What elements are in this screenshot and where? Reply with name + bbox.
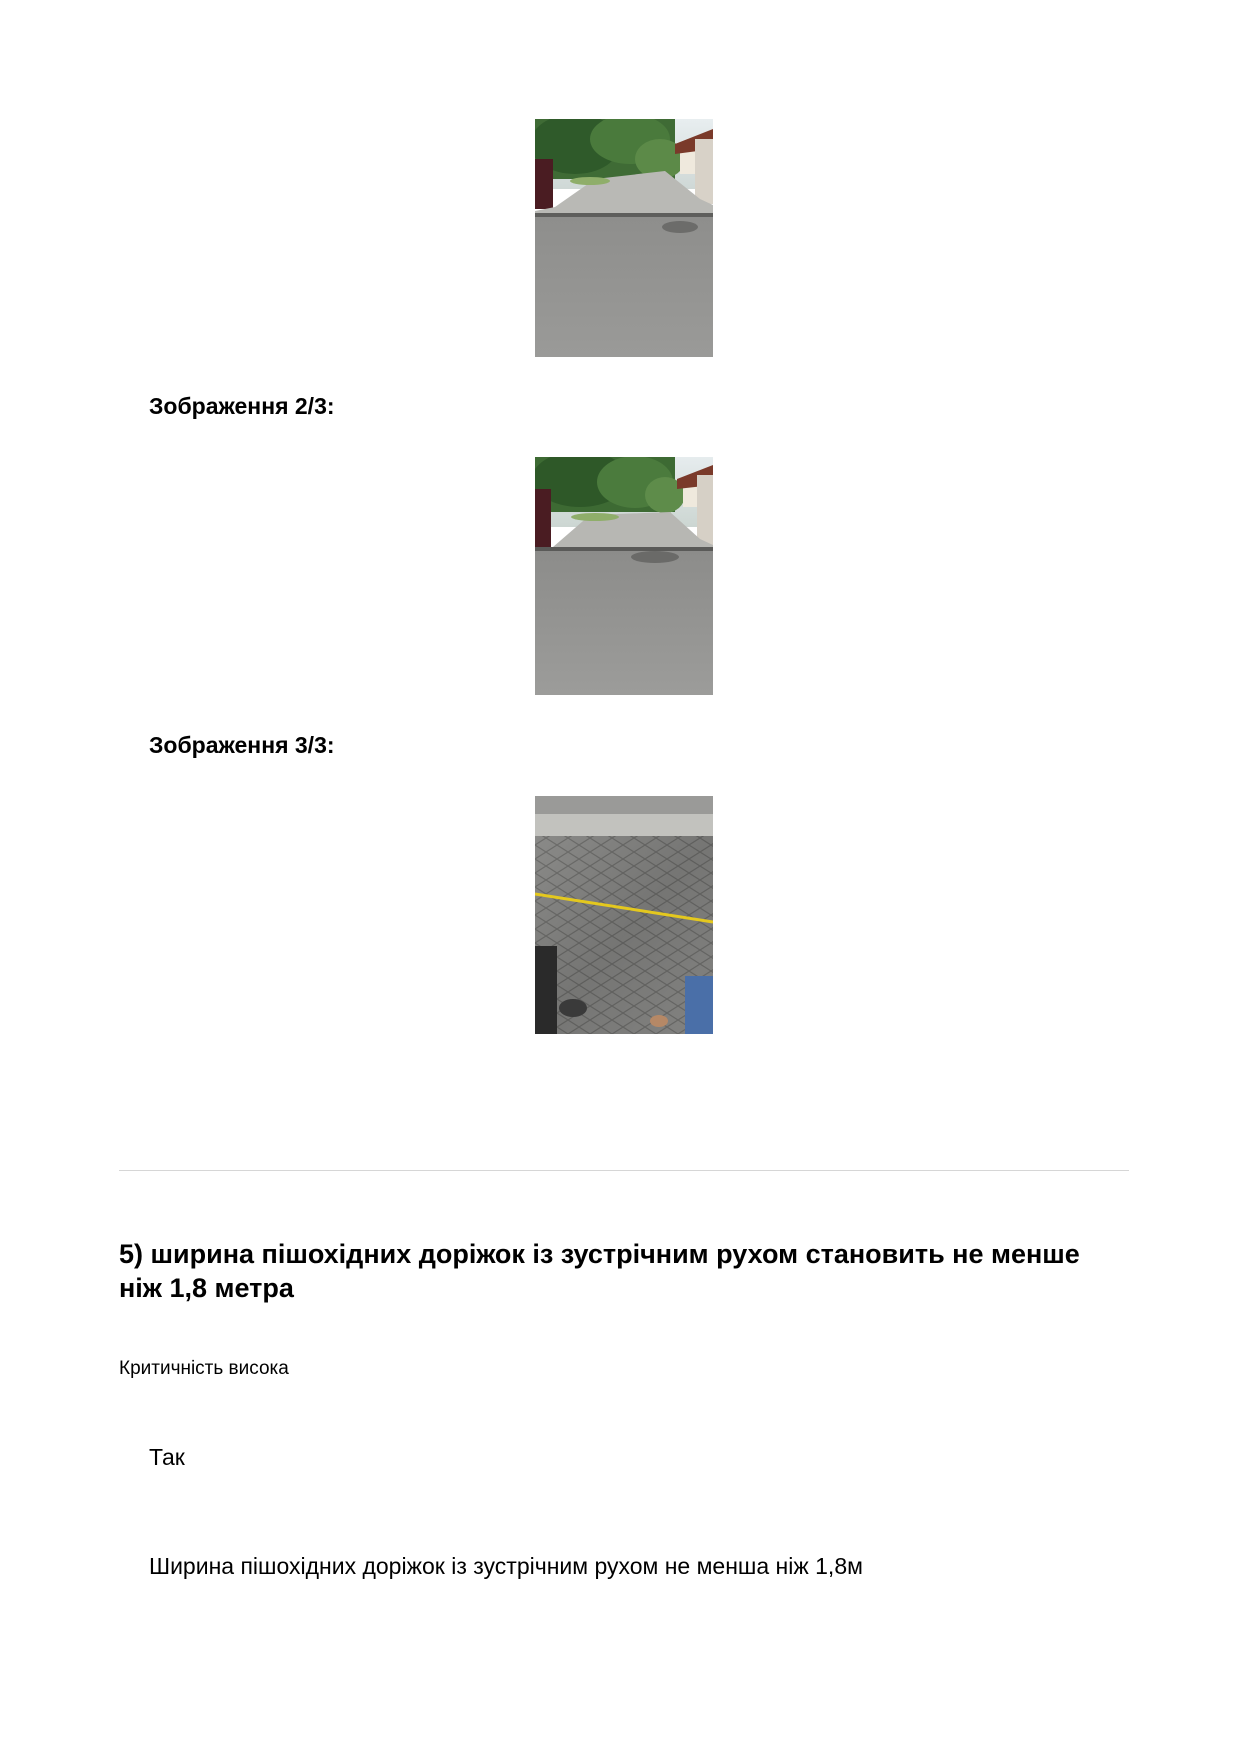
image-3-caption: Зображення 3/3: <box>149 732 335 758</box>
image-2-caption: Зображення 2/3: <box>149 393 335 419</box>
question-title: 5) ширина пішохідних доріжок із зустрічним рухом становить не менше ніж 1,8 метра <box>119 1239 1080 1303</box>
answer-value: Так <box>149 1444 185 1470</box>
photo-3-paving-measurement <box>535 796 713 1034</box>
section-divider <box>119 1170 1129 1171</box>
criticality-label: Критичність висока <box>119 1358 289 1379</box>
photo-2-street-view <box>535 457 713 695</box>
photo-1-street-view <box>535 119 713 357</box>
answer-comment: Ширина пішохідних доріжок із зустрічним рухом не менша ніж 1,8м <box>149 1553 863 1579</box>
